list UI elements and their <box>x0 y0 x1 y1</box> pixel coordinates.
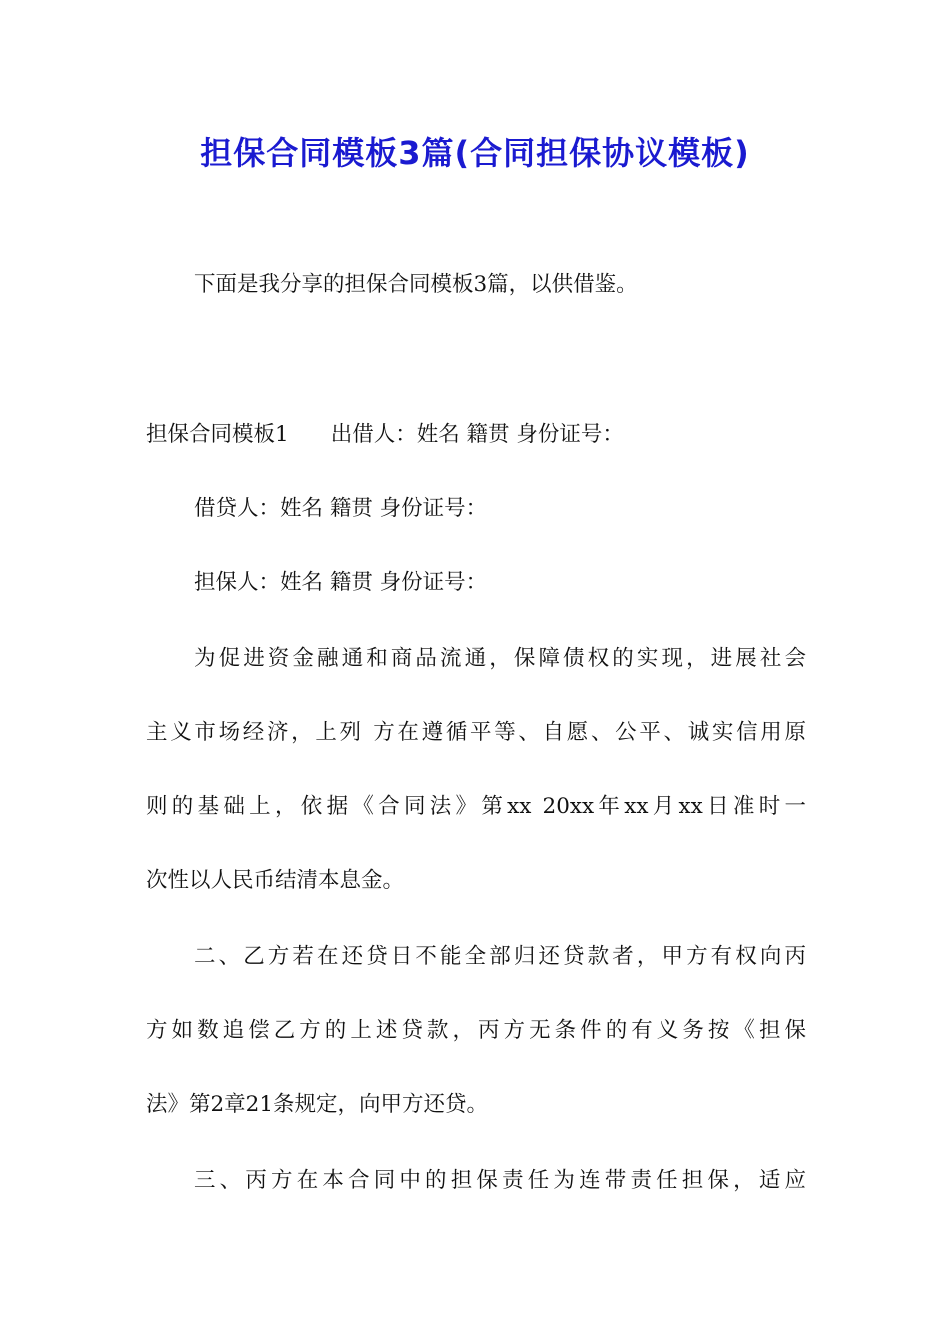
paragraph-2-line-1: 二、乙方若在还贷日不能全部归还贷款者，甲方有权向丙 <box>194 944 806 969</box>
document-title: 担保合同模板3篇(合同担保协议模板) <box>200 134 750 172</box>
paragraph-1-line-4: 次性以人民币结清本息金。 <box>146 868 405 893</box>
paragraph-1-line-2: 主义市场经济，上列 方在遵循平等、自愿、公平、诚实信用原 <box>146 720 806 745</box>
paragraph-1-line-3: 则的基础上，依据《合同法》第xx 20xx年xx月xx日准时一 <box>146 794 806 819</box>
lender-field: 出借人：姓名 籍贯 身份证号： <box>330 422 624 447</box>
paragraph-3-line-1: 三、丙方在本合同中的担保责任为连带责任担保，适应 <box>194 1168 806 1193</box>
intro-text: 下面是我分享的担保合同模板3篇，以供借鉴。 <box>194 272 638 297</box>
borrower-field: 借贷人：姓名 籍贯 身份证号： <box>194 496 488 521</box>
paragraph-1-line-1: 为促进资金融通和商品流通，保障债权的实现，进展社会 <box>194 646 806 671</box>
section-1-header-line <box>146 420 806 450</box>
section-1-heading: 担保合同模板1 <box>146 422 289 447</box>
paragraph-2-line-3: 法》第2章21条规定，向甲方还贷。 <box>146 1092 489 1117</box>
paragraph-2-line-2: 方如数追偿乙方的上述贷款，丙方无条件的有义务按《担保 <box>146 1018 806 1043</box>
guarantor-field: 担保人：姓名 籍贯 身份证号： <box>194 570 488 595</box>
